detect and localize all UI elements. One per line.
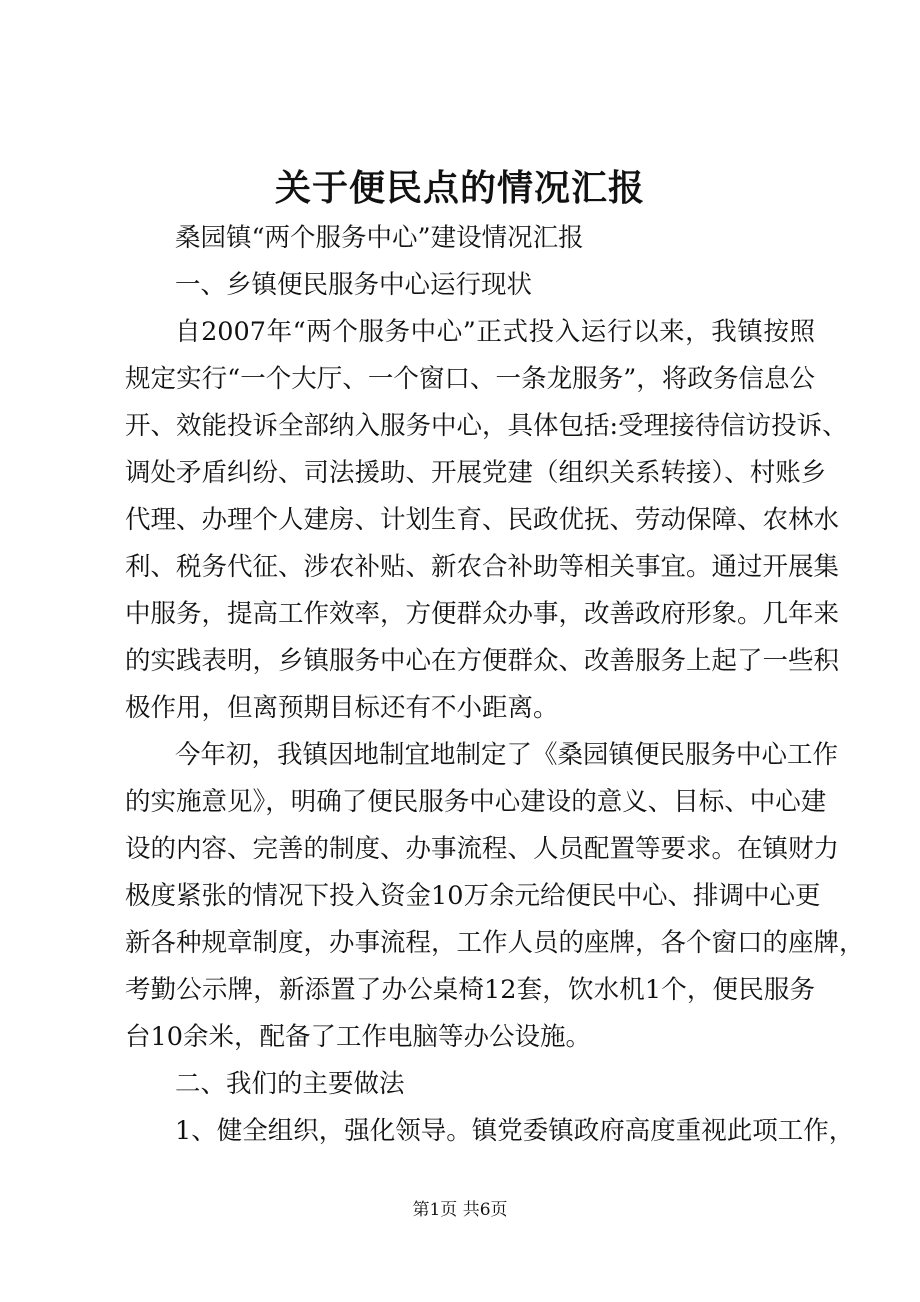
page-footer: 第1页 共6页 bbox=[412, 1200, 508, 1220]
paragraph-line: 1、健全组织，强化领导。镇党委镇政府高度重视此项工作， bbox=[175, 1116, 855, 1146]
paragraph-line: 自2007年“两个服务中心”正式投入运行以来，我镇按照 bbox=[175, 317, 815, 347]
paragraph-line: 开、效能投诉全部纳入服务中心，具体包括:受理接待信访投诉、 bbox=[125, 411, 848, 441]
paragraph-line: 利、税务代征、涉农补贴、新农合补助等相关事宜。通过开展集 bbox=[125, 552, 840, 582]
paragraph-line: 台10余米，配备了工作电脑等办公设施。 bbox=[125, 1022, 591, 1052]
paragraph-line: 新各种规章制度，办事流程，工作人员的座牌，各个窗口的座牌， bbox=[125, 928, 865, 958]
section-heading-2: 二、我们的主要做法 bbox=[175, 1069, 405, 1099]
paragraph-line: 代理、办理个人建房、计划生育、民政优抚、劳动保障、农林水 bbox=[125, 505, 840, 535]
subtitle-line: 桑园镇“两个服务中心”建设情况汇报 bbox=[175, 223, 584, 253]
paragraph-line: 今年初，我镇因地制宜地制定了《桑园镇便民服务中心工作 bbox=[175, 740, 839, 770]
paragraph-line: 极度紧张的情况下投入资金10万余元给便民中心、排调中心更 bbox=[125, 881, 821, 911]
paragraph-line: 调处矛盾纠纷、司法援助、开展党建（组织关系转接）、村账乡 bbox=[125, 458, 827, 488]
paragraph-line: 的实践表明，乡镇服务中心在方便群众、改善服务上起了一些积 bbox=[125, 646, 840, 676]
paragraph-line: 设的内容、完善的制度、办事流程、人员配置等要求。在镇财力 bbox=[125, 834, 840, 864]
paragraph-line: 的实施意见》，明确了便民服务中心建设的意义、目标、中心建 bbox=[125, 787, 827, 817]
section-heading-1: 一、乡镇便民服务中心运行现状 bbox=[175, 270, 533, 300]
paragraph-line: 规定实行“一个大厅、一个窗口、一条龙服务”，将政务信息公 bbox=[125, 364, 815, 394]
document-title: 关于便民点的情况汇报 bbox=[274, 167, 645, 209]
paragraph-line: 极作用，但离预期目标还有不小距离。 bbox=[125, 693, 559, 723]
paragraph-line: 考勤公示牌，新添置了办公桌椅12套，饮水机1个，便民服务 bbox=[125, 975, 815, 1005]
paragraph-line: 中服务，提高工作效率，方便群众办事，改善政府形象。几年来 bbox=[125, 599, 840, 629]
